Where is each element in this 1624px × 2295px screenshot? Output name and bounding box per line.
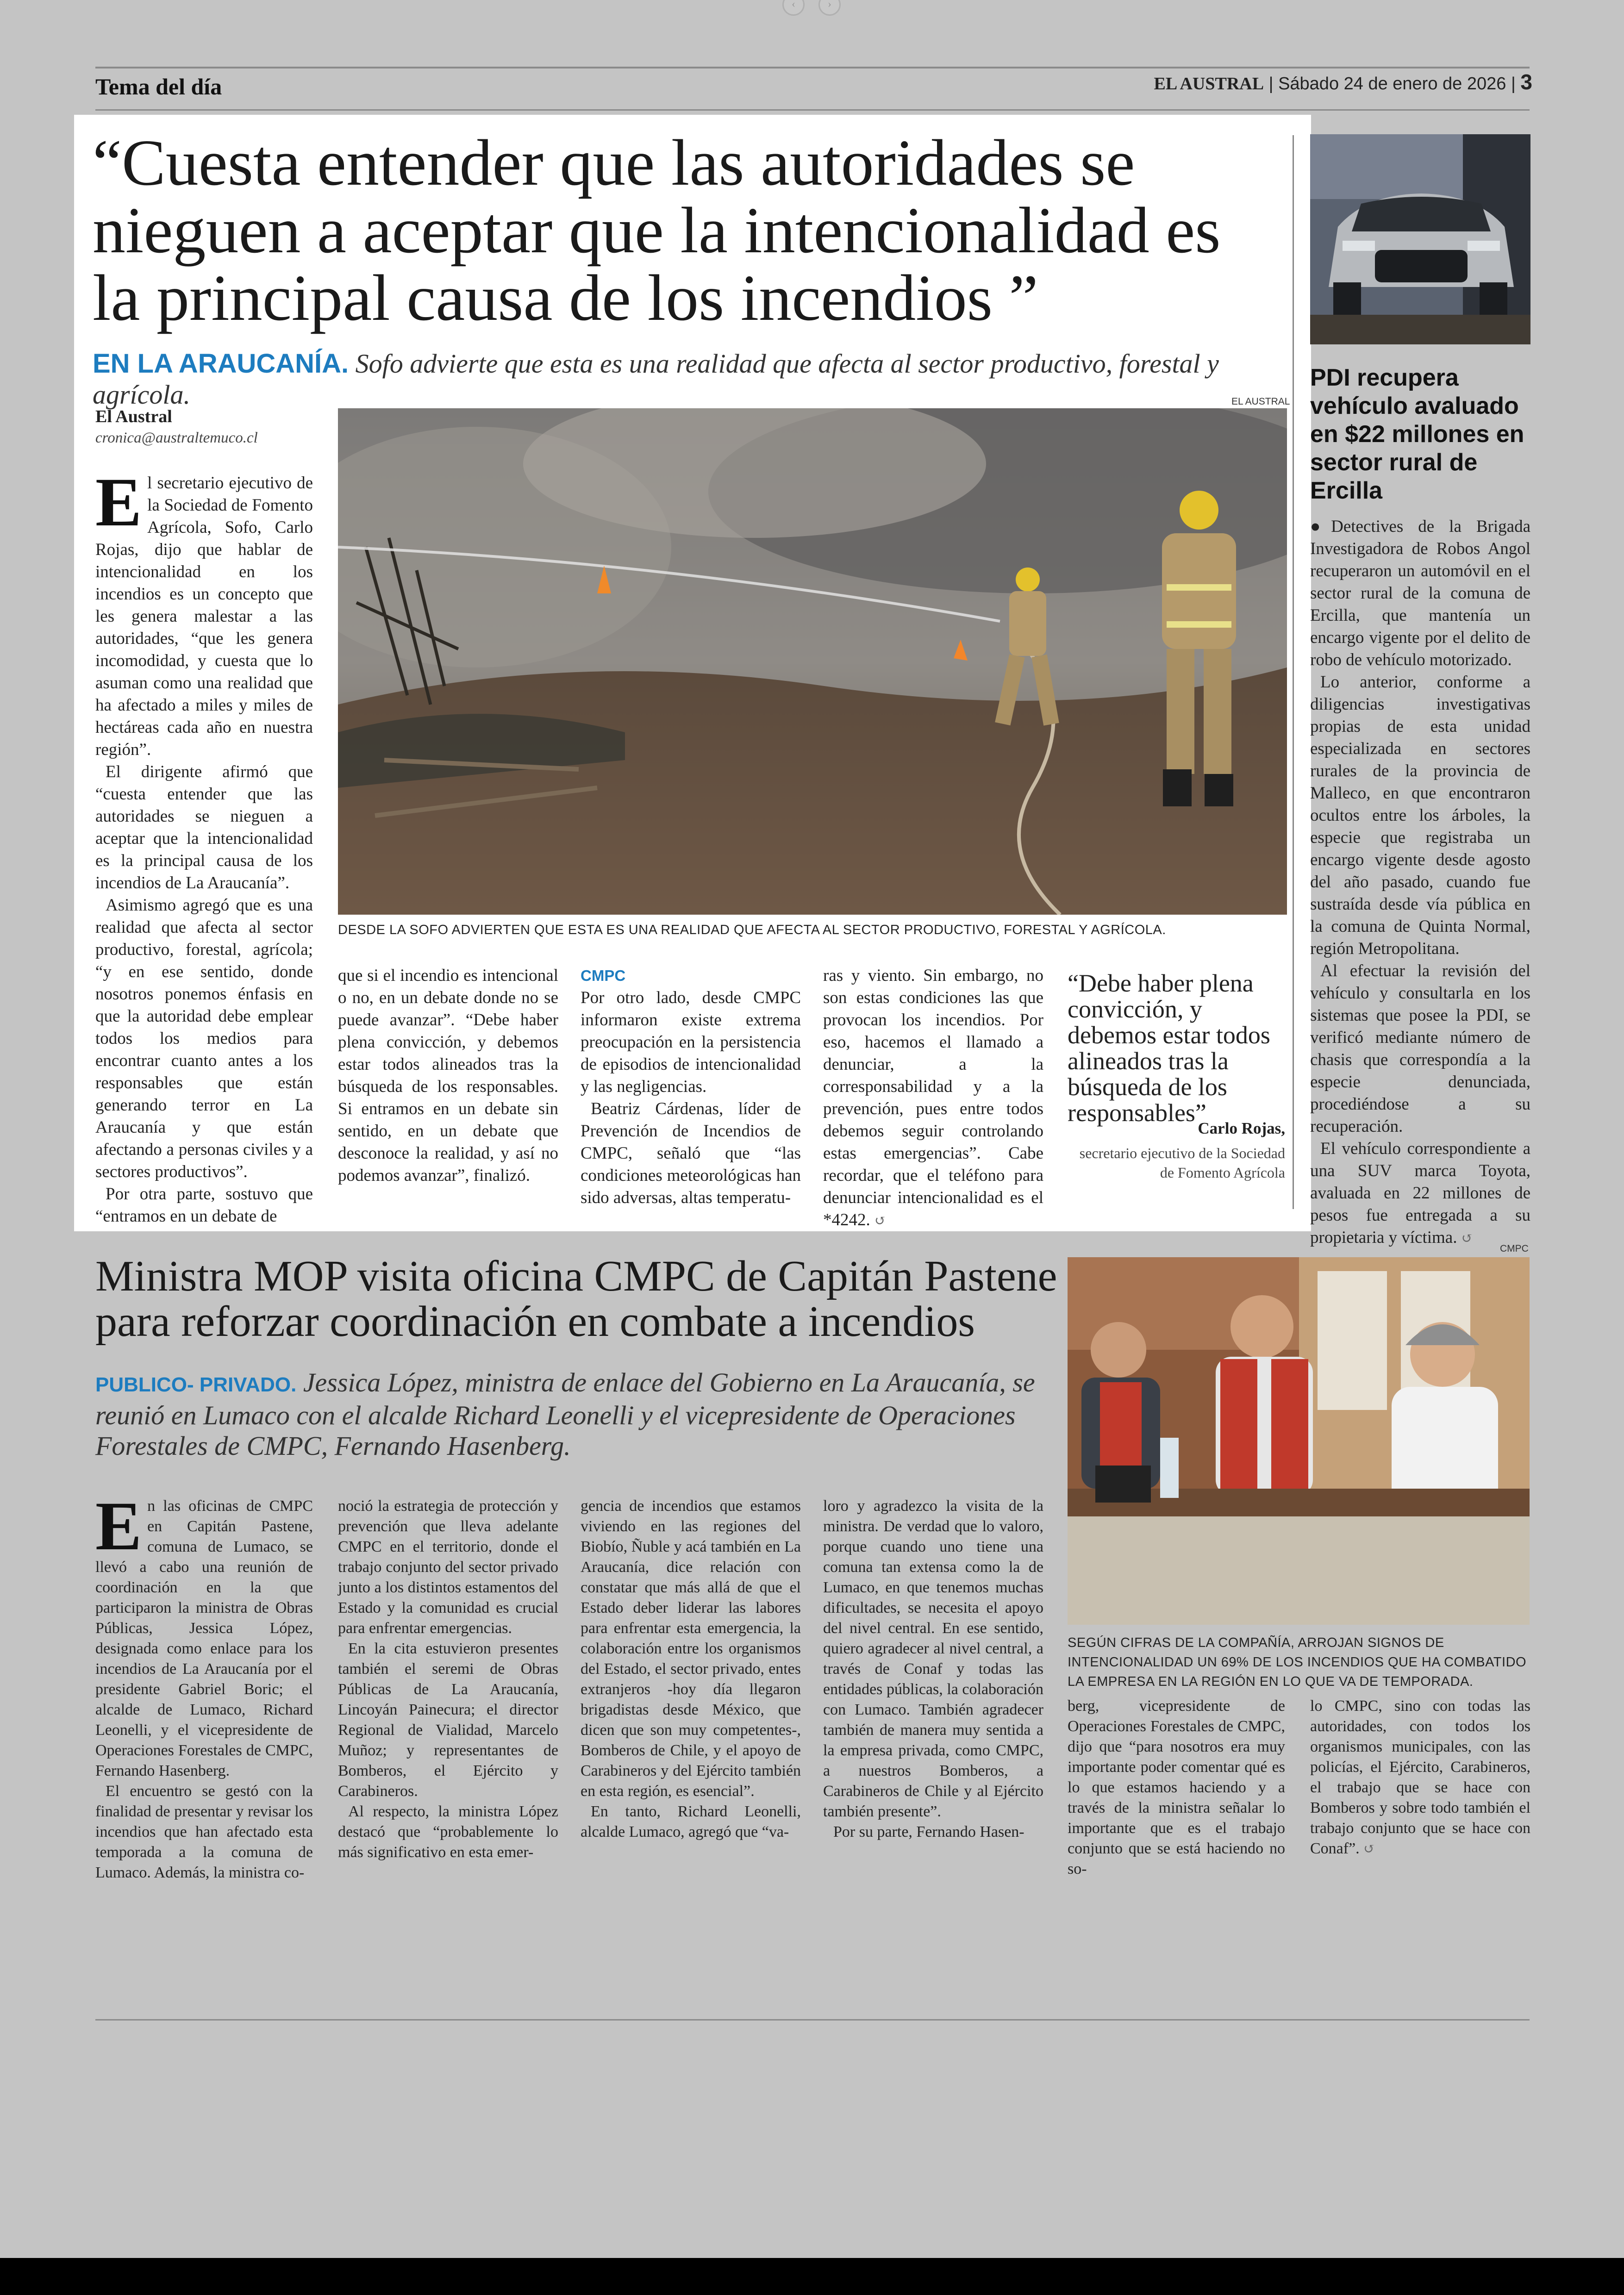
section-label: Tema del día [95,74,222,100]
paragraph: El encuentro se gestó con la finalidad de presentar y revisar los incendios que han afectado esta temporada a la comuna de Lumaco. Además, la ministra co- [95,1783,313,1881]
author-email[interactable]: cronica@australtemuco.cl [95,430,258,446]
main-headline: “Cuesta entender que las autoridades se nieguen a aceptar que la intencionalidad es la principal causa de los incendios ” [93,126,1221,334]
photo-credit: EL AUSTRAL [1231,396,1290,407]
viewer-nav [782,0,841,16]
paragraph-text: ras y viento. Sin embargo, no son estas condiciones las que provocan los incendios. Por eso, hacemos el llamado a denunciar, a la corresponsabilidad y a la prevención, pues entre todos debemos seguir controlando estas emergencias”. Cabe recordar, que el teléfono para denunciar intencionalidad es el *4242. [823,966,1043,1229]
page-info-separator: | [1511,74,1516,94]
paragraph: Asimismo agregó que es una realidad que afecta al sector productivo, forestal, agrícola; “y en ese sentido, donde nosotros ponemos énfasis en que la autoridad debe emplear todos los medios para encontrar cuanto antes a los responsables que están generando terror en La Araucanía y que están afectando a personas civiles y a sectores productivos”. [95,896,313,1181]
paragraph: que si el incendio es intencional o no, en un debate donde no se puede avanzar”. “Debe haber plena convicción, y debemos estar todos alineados tras la búsqueda de los responsables. Si entramos en un debate sin sentido, en un debate que desconoce la realidad, y así no podemos avanzar”, finalizó. [338,966,558,1185]
paragraph-text: Detectives de la Brigada Investigadora de Robos Angol recuperaron un automóvil en el sector rural de la comuna de Ercilla, que mantenía un encargo vigente por el delito de robo de vehículo motorizado. [1310,517,1530,669]
paper-name: EL AUSTRAL [1154,74,1264,94]
firefighters-photo [338,408,1287,915]
header-rule [95,109,1530,111]
page-info-separator: | [1268,74,1274,94]
paragraph-text: El vehículo correspondiente a una SUV marca Toyota, avaluada en 22 millones de pesos fue entregada a su propietaria y víctima. [1310,1139,1530,1247]
paragraph: En la cita estuvieron presentes también el seremi de Obras Públicas de La Araucanía, Lincoyán Painecura; el director Regional de Vialidad, Marcelo Muñoz; y representantes de Bomberos, el Ejército y Carabineros. [338,1640,558,1800]
cmpc-subhead: CMPC [581,967,626,984]
next-page-icon[interactable]: › [818,0,841,16]
second-kicker: PUBLICO- PRIVADO. [95,1373,297,1396]
paragraph-text: lo CMPC, sino con todas las autoridades, con todos los organismos municipales, con las policías, el Ejército, Carabineros, el trabajo que se hace con Bomberos y sobre todo también el trabajo conjunto que se hace con Conaf”. [1310,1697,1530,1857]
second-column-1 [95,1488,313,1883]
paragraph: l secretario ejecutivo de la Sociedad de Fomento Agrícola, Sofo, Carlo Rojas, dijo que hablar de intencionalidad en los incendios es un concepto que les genera malestar a las autoridades, “que les genera incomodidad, y cuesta que lo asuman como una realidad que ha afectado a miles y miles de hectáreas cada año en nuestra región”. [95,474,313,759]
paragraph: El dirigente afirmó que “cuesta entender que las autoridades se nieguen a aceptar que la intencionalidad es la principal causa de los incendios de La Araucanía”. [95,762,313,892]
car-photo-image [1310,134,1530,344]
bullet-icon: ● [1310,517,1331,536]
second-deck-text: Jessica López, ministra de enlace del Gobierno en La Araucanía, se reunió en Lumaco con el alcalde Richard Leonelli y el vicepresidente de Operaciones Forestales de CMPC, Fernando Hasenberg. [95,1367,1035,1461]
previous-page-icon[interactable]: ‹ [782,0,805,16]
side-column [1310,516,1530,1250]
second-column-6 [1310,1696,1530,1859]
issue-date: Sábado 24 de enero de 2026 [1278,74,1506,94]
bottom-rule [95,2019,1530,2021]
paragraph [1310,1138,1530,1250]
paragraph: noció la estrategia de protección y prevención que lleva adelante CMPC en el territorio, donde el trabajo conjunto del sector privado junto a los distintos estamentos del Estado y la comunidad es crucial para enfrentar emergencias. [338,1497,558,1637]
column-divider [1293,135,1294,1209]
paragraph: En tanto, Richard Leonelli, alcalde Lumaco, agregó que “va- [581,1803,801,1840]
main-deck-text: Sofo advierte que esta es una realidad que afecta al sector productivo, forestal y agrícola. [93,349,1219,410]
quote-author-role: secretario ejecutivo de la Sociedad de Fomento Agrícola [1079,1145,1285,1181]
second-column-2 [338,1496,558,1863]
paragraph: loro y agradezco la visita de la ministra. De verdad que lo valoro, porque cuando uno tiene una comuna tan extensa como la de Lumaco, en que tenemos muchas dificultades, se necesita el apoyo del nivel central. En ese sentido, quiero agradecer al nivel central, a través de Conaf y todas las entidades públicas, la colaboración con Lumaco. También agradecer también de manera muy sentida a la empresa privada, como CMPC, a nuestros Bomberos, a Carabineros de Chile y al Ejército también presente”. [823,1497,1043,1820]
main-column-3 [581,965,801,1209]
photo-credit: CMPC [1500,1243,1529,1254]
second-column-5 [1068,1696,1285,1879]
end-mark-icon: ↺ [874,1213,887,1229]
meeting-photo [1068,1257,1530,1625]
paragraph: Por otro lado, desde CMPC informaron existe extrema preocupación en la persistencia de episodios de intencionalidad y las negligencias. [581,988,801,1096]
main-column-2 [338,965,558,1187]
paragraph: n las oficinas de CMPC en Capitán Pastene, comuna de Lumaco, se llevó a cabo una reunión de coordinación en la que participaron la ministra de Obras Públicas, Jessica López, designada como enlace para los incendios de La Araucanía por el presidente Gabriel Boric; el alcalde de Lumaco, Richard Leonelli, y el vicepresidente de Operaciones Forestales de CMPC, Fernando Hasenberg. [95,1497,313,1779]
main-kicker: EN LA ARAUCANÍA. [93,349,349,379]
paragraph: Al efectuar la revisión del vehículo y consultarla en los sistemas que posee la PDI, se verificó mediante número de chasis que correspondía a la especie denunciada, procediéndose a su recuperación. [1310,961,1530,1136]
car-photo [1310,134,1530,344]
page-number: 3 [1520,70,1532,94]
side-headline: PDI recupera vehículo avaluado en $22 millones en sector rural de Ercilla [1310,364,1524,504]
viewer-bottom-bar [0,2258,1624,2295]
author-name: El Austral [95,407,172,426]
second-deck [95,1367,1044,1461]
paragraph: Beatriz Cárdenas, líder de Prevención de Incendios de CMPC, señaló que “las condiciones meteorológicas han sido adversas, altas temperatu- [581,1099,801,1207]
page-info [1154,69,1532,94]
second-photo-caption: SEGÚN CIFRAS DE LA COMPAÑÍA, ARROJAN SIGNOS DE INTENCIONALIDAD UN 69% DE LOS INCENDIOS QUE HA COMBATIDO LA EMPRESA EN LA REGIÓN EN LO QUE VA DE TEMPORADA. [1068,1635,1527,1689]
paragraph [1310,516,1530,671]
paragraph: berg, vicepresidente de Operaciones Forestales de CMPC, dijo que “para nosotros era muy importante poder comentar qué es lo que estamos haciendo y a través de la ministra señalar lo importante que es el trabajo conjunto que se está haciendo no so- [1068,1697,1285,1877]
main-column-1 [95,464,313,1228]
meeting-photo-image [1068,1257,1530,1625]
paragraph: Por otra parte, sostuvo que “entramos en un debate de [95,1185,313,1226]
end-mark-icon: ↺ [1461,1231,1473,1246]
paragraph: Por su parte, Fernando Hasen- [833,1823,1024,1840]
end-mark-icon: ↺ [1363,1841,1375,1857]
second-column-3 [581,1496,801,1842]
paragraph: Lo anterior, conforme a diligencias investigativas propias de esta unidad especializada en sectores rurales de la provincia de Malleco, en que encontraron ocultos entre los árboles, la especie que registraba un encargo vigente desde agosto del año pasado, cuando fue sustraída desde vía pública en la comuna de Quinta Normal, región Metropolitana. [1310,673,1530,958]
main-photo-caption: DESDE LA SOFO ADVIERTEN QUE ESTA ES UNA REALIDAD QUE AFECTA AL SECTOR PRODUCTIVO, FORESTAL Y AGRÍCOLA. [338,923,1166,937]
second-column-4 [823,1496,1043,1842]
pull-quote: “Debe haber plena convicción, y debemos estar todos alineados tras la búsqueda de los responsables” [1068,969,1270,1127]
top-rule [95,67,1530,69]
paragraph: gencia de incendios que estamos viviendo en las regiones del Biobío, Ñuble y acá también en La Araucanía, dice relación con constatar que más allá de que el Estado deber liderar las labores para enfrentar esta emergencia, la colaboración entre los organismos del Estado, el sector privado, entes extranjeros -hoy día llegaron brigadistas desde México, que dicen que son muy competentes-, Bomberos de Chile, y el apoyo de Carabineros y del Ejército también en esta región, es esencial”. [581,1497,801,1800]
paragraph [1310,1696,1530,1859]
main-deck [93,348,1296,410]
second-headline: Ministra MOP visita oficina CMPC de Capitán Pastene para reforzar coordinación en combate a incendios [95,1252,1057,1346]
drop-cap: E [95,464,142,541]
quote-author: Carlo Rojas, [1198,1119,1285,1137]
firefighters-photo-image [338,408,1287,915]
paragraph [823,965,1043,1232]
drop-cap: E [95,1488,142,1565]
paragraph: Al respecto, la ministra López destacó que “probablemente lo más significativo en esta emer- [338,1803,558,1861]
main-column-4 [823,965,1043,1232]
